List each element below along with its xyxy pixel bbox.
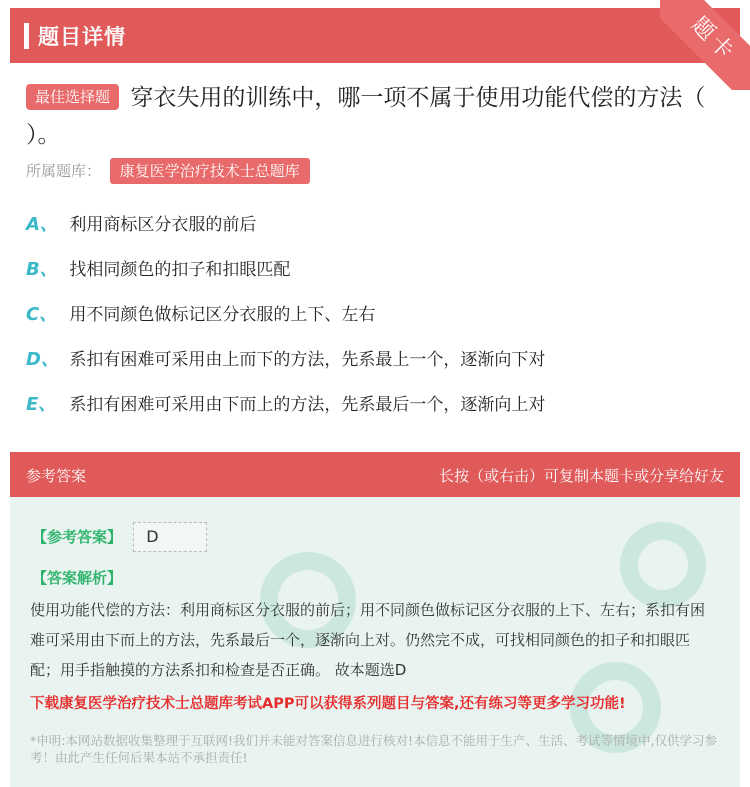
source-bank-link[interactable]: 康复医学治疗技术士总题库 — [110, 158, 310, 184]
option-text: 用不同颜色做标记区分衣服的上下、左右 — [69, 305, 376, 325]
app-download-promo[interactable]: 下载康复医学治疗技术士总题库考试APP可以获得系列题目与答案,还有练习等更多学习功能! — [30, 696, 626, 712]
option-letter: E、 — [26, 394, 57, 415]
option-letter: C、 — [26, 304, 58, 325]
option-d — [26, 343, 726, 388]
share-hint: 长按（或右击）可复制本题卡或分享给好友 — [438, 467, 724, 485]
question-block — [26, 80, 726, 154]
answer-header-label: 参考答案 — [26, 467, 87, 485]
option-letter: A、 — [26, 214, 58, 235]
option-text: 系扣有困难可采用由上而下的方法，先系最上一个，逐渐向下对 — [69, 350, 546, 370]
question-source — [26, 158, 310, 184]
option-b — [26, 253, 726, 298]
option-a — [26, 208, 726, 253]
reference-answer-value: D — [133, 522, 207, 552]
header-bar — [10, 8, 740, 63]
option-text: 系扣有困难可采用由下而上的方法，先系最后一个，逐渐向上对 — [69, 395, 546, 415]
option-c — [26, 298, 726, 343]
corner-ribbon[interactable] — [660, 0, 750, 90]
analysis-text: 使用功能代偿的方法：利用商标区分衣服的前后；用不同颜色做标记区分衣服的上下、左右；系扣有困难可采用由下而上的方法，先系最后一个，逐渐向上对。仍然完不成，可找相同颜色的扣子和扣眼匹配；用手指触摸的方法系扣和检查是否正确。 故本题选D — [30, 601, 706, 679]
options-list — [26, 208, 726, 433]
reference-answer — [32, 522, 207, 552]
disclaimer-text: *申明:本网站数据收集整理于互联网!我们并未能对答案信息进行核对!本信息不能用于生产、生活、考试等情境中,仅供学习参考！由此产生任何后果本站不承担责任! — [30, 733, 717, 765]
reference-answer-label: 【参考答案】 — [32, 528, 123, 546]
header-accent-bar — [24, 23, 29, 49]
option-letter: D、 — [26, 349, 59, 370]
answer-panel — [10, 452, 740, 787]
corner-ribbon-label: 题卡 — [660, 0, 750, 90]
source-label: 所属题库： — [26, 162, 102, 180]
question-text: 穿衣失用的训练中，哪一项不属于使用功能代偿的方法（ ）。 — [26, 85, 706, 148]
option-letter: B、 — [26, 259, 58, 280]
answer-header — [10, 452, 740, 497]
question-type-tag: 最佳选择题 — [26, 84, 119, 110]
option-e — [26, 388, 726, 433]
page-title: 题目详情 — [38, 25, 126, 49]
analysis-label: 【答案解析】 — [32, 569, 123, 587]
option-text: 找相同颜色的扣子和扣眼匹配 — [69, 260, 291, 280]
option-text: 利用商标区分衣服的前后 — [69, 215, 257, 235]
